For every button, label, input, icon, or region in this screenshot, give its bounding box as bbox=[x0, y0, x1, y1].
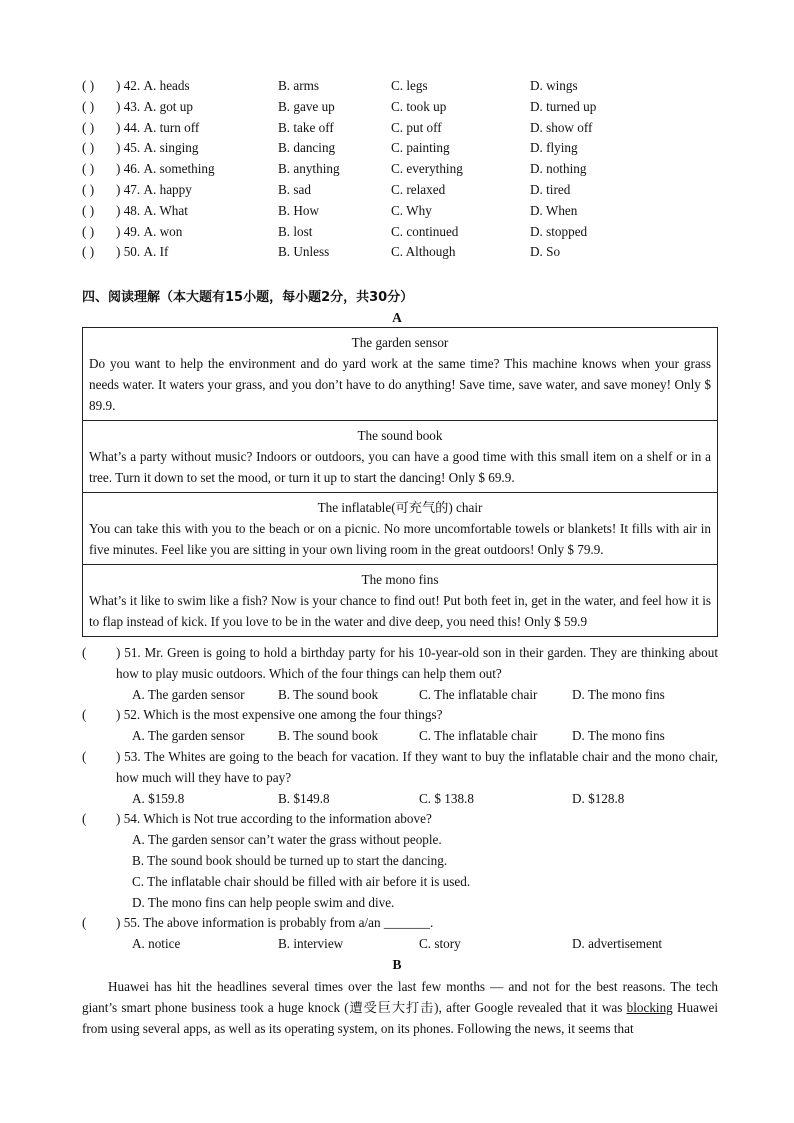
cloze-option-b: B. lost bbox=[278, 223, 313, 239]
cloze-options bbox=[82, 76, 722, 263]
option-b[interactable]: B. $149.8 bbox=[278, 790, 330, 806]
option-a[interactable]: A. The garden sensor bbox=[132, 728, 245, 744]
option-a[interactable]: A. The garden sensor bbox=[132, 686, 245, 702]
cloze-option-a: ) 49. A. won bbox=[116, 223, 183, 239]
cloze-row bbox=[82, 76, 722, 97]
ad-title: The mono fins bbox=[361, 572, 439, 587]
underlined-word: blocking bbox=[626, 1000, 673, 1015]
cloze-option-c: C. continued bbox=[391, 223, 459, 239]
cloze-option-d: D. nothing bbox=[530, 161, 587, 177]
cloze-option-c: C. everything bbox=[391, 161, 463, 177]
question-stem: ) 51. Mr. Green is going to hold a birthday party for his 10-year-old son in their garden. They are thinking about how to play music outdoors. Which of the four things can help them out? bbox=[116, 645, 718, 681]
cloze-option-d: D. stopped bbox=[530, 223, 588, 239]
passage-b-part1: Huawei has hit the headlines several times over the last few months — and not for the best reasons. The tech giant’s smart phone business took a huge knock (遭受巨大打击), after Google revealed that it was bbox=[82, 979, 718, 1015]
answer-paren[interactable]: ( ) bbox=[82, 202, 95, 218]
answer-paren[interactable]: ( ) bbox=[82, 181, 95, 197]
option-a[interactable]: A. notice bbox=[132, 936, 181, 952]
cloze-option-a: ) 44. A. turn off bbox=[116, 119, 200, 135]
question-options bbox=[82, 685, 718, 706]
cloze-option-c: C. legs bbox=[391, 78, 428, 93]
option-c[interactable]: C. The inflatable chair bbox=[419, 686, 538, 702]
cloze-option-d: D. turned up bbox=[530, 98, 597, 114]
section-title: 四、阅读理解（本大题有15小题，每小题2分，共30分） bbox=[82, 290, 414, 305]
answer-paren[interactable]: ( ) bbox=[82, 244, 95, 260]
question-options bbox=[82, 789, 718, 810]
cloze-option-a: ) 46. A. something bbox=[116, 161, 215, 177]
question-54 bbox=[82, 809, 718, 913]
cloze-option-b: B. dancing bbox=[278, 140, 336, 156]
passage-label-a: A bbox=[392, 310, 402, 325]
cloze-option-c: C. relaxed bbox=[391, 181, 446, 197]
answer-paren[interactable]: ( bbox=[82, 748, 107, 764]
cloze-option-d: D. When bbox=[530, 202, 578, 218]
cloze-row bbox=[82, 118, 722, 139]
cloze-row bbox=[82, 97, 722, 118]
cloze-option-b: B. take off bbox=[278, 119, 334, 135]
answer-paren[interactable]: ( bbox=[82, 707, 107, 723]
answer-paren[interactable]: ( ) bbox=[82, 98, 95, 114]
question-stem: ) 55. The above information is probably from a/an _______. bbox=[116, 915, 434, 931]
cloze-option-d: D. wings bbox=[530, 78, 578, 93]
ad-text: What’s it like to swim like a fish? Now is your chance to find out! Put both feet in, get in the water, and feel how it is to flap instead of kick. If you love to be in the water and dive deep, you need this! Only $ 59.9 bbox=[89, 593, 711, 629]
ad-title: The inflatable(可充气的) chair bbox=[317, 500, 483, 515]
option-c[interactable]: C. The inflatable chair should be filled with air before it is used. bbox=[132, 873, 471, 889]
cloze-row bbox=[82, 138, 722, 159]
cloze-option-a: ) 45. A. singing bbox=[116, 140, 199, 156]
cloze-option-c: C. put off bbox=[391, 119, 442, 135]
question-stem: ) 54. Which is Not true according to the information above? bbox=[116, 811, 432, 827]
answer-paren[interactable]: ( bbox=[82, 645, 107, 660]
ad-cell bbox=[83, 328, 717, 421]
answer-paren[interactable]: ( ) bbox=[82, 78, 95, 93]
cloze-option-a: ) 50. A. If bbox=[116, 244, 169, 260]
option-d[interactable]: D. advertisement bbox=[572, 936, 663, 952]
cloze-option-c: C. painting bbox=[391, 140, 450, 156]
ad-text: What’s a party without music? Indoors or outdoors, you can have a good time with this small item on a shelf or in a tree. Turn it down to set the mood, or turn it up to start the dancing! Only $ 69.9. bbox=[89, 449, 711, 485]
answer-paren[interactable]: ( ) bbox=[82, 223, 95, 239]
cloze-option-d: D. flying bbox=[530, 140, 578, 156]
ads-table bbox=[82, 327, 718, 637]
cloze-row bbox=[82, 159, 722, 180]
cloze-option-c: C. Why bbox=[391, 202, 432, 218]
cloze-row bbox=[82, 180, 722, 201]
option-c[interactable]: C. The inflatable chair bbox=[419, 728, 538, 744]
option-d[interactable]: D. The mono fins can help people swim and dive. bbox=[132, 894, 395, 910]
answer-paren[interactable]: ( ) bbox=[82, 119, 95, 135]
ad-title: The garden sensor bbox=[351, 335, 449, 350]
reading-questions bbox=[82, 643, 718, 955]
option-b[interactable]: B. interview bbox=[278, 936, 344, 952]
option-d[interactable]: D. $128.8 bbox=[572, 790, 625, 806]
ad-text: You can take this with you to the beach or on a picnic. No more uncomfortable towels or blankets! It fills with air in five minutes. Feel like you are sitting in your own living room in the great outdoors! Only $ 79.9. bbox=[89, 521, 711, 557]
ad-text: Do you want to help the environment and do yard work at the same time? This machine knows when your grass needs water. It waters your grass, and you don’t have to do anything! Save time, save water, and save money! Only $ 89.9. bbox=[89, 356, 711, 413]
option-a[interactable]: A. The garden sensor can’t water the grass without people. bbox=[132, 832, 442, 848]
option-d[interactable]: D. The mono fins bbox=[572, 728, 665, 744]
answer-paren[interactable]: ( ) bbox=[82, 161, 95, 177]
cloze-option-d: D. So bbox=[530, 244, 561, 260]
question-52 bbox=[82, 705, 718, 747]
option-c[interactable]: C. $ 138.8 bbox=[419, 790, 474, 806]
option-b[interactable]: B. The sound book bbox=[278, 686, 379, 702]
cloze-option-b: B. gave up bbox=[278, 98, 335, 114]
option-b[interactable]: B. The sound book should be turned up to start the dancing. bbox=[132, 852, 448, 868]
ad-title: The sound book bbox=[357, 428, 443, 443]
option-a[interactable]: A. $159.8 bbox=[132, 790, 185, 806]
answer-paren[interactable]: ( bbox=[82, 915, 107, 931]
passage-b-part2: Huawei from using several apps, as well as its operating system, on its phones. Following the news, it seems that bbox=[82, 1000, 718, 1036]
cloze-option-b: B. anything bbox=[278, 161, 340, 177]
ad-cell bbox=[83, 421, 717, 493]
cloze-option-a: ) 48. A. What bbox=[116, 202, 188, 218]
option-c[interactable]: C. story bbox=[419, 936, 461, 952]
passage-b-text bbox=[82, 976, 718, 1039]
cloze-option-c: C. took up bbox=[391, 98, 447, 114]
answer-paren[interactable]: ( ) bbox=[82, 140, 95, 156]
question-stem: ) 52. Which is the most expensive one among the four things? bbox=[116, 707, 443, 723]
cloze-option-b: B. How bbox=[278, 202, 320, 218]
cloze-option-c: C. Although bbox=[391, 244, 456, 260]
question-51 bbox=[82, 643, 718, 705]
question-options bbox=[82, 726, 718, 747]
option-b[interactable]: B. The sound book bbox=[278, 728, 379, 744]
ad-cell bbox=[83, 493, 717, 565]
cloze-option-b: B. Unless bbox=[278, 244, 330, 260]
cloze-option-d: D. tired bbox=[530, 181, 571, 197]
cloze-option-a: ) 47. A. happy bbox=[116, 181, 192, 197]
cloze-option-a: ) 42. A. heads bbox=[116, 78, 190, 93]
option-d[interactable]: D. The mono fins bbox=[572, 686, 665, 702]
cloze-option-b: B. arms bbox=[278, 78, 320, 93]
cloze-option-a: ) 43. A. got up bbox=[116, 98, 193, 114]
ad-cell bbox=[83, 565, 717, 636]
cloze-row bbox=[82, 242, 722, 263]
question-55 bbox=[82, 913, 718, 955]
question-stem: ) 53. The Whites are going to the beach for vacation. If they want to buy the inflatable chair and the mono chair, how much will they have to pay? bbox=[116, 748, 718, 785]
answer-paren[interactable]: ( bbox=[82, 811, 107, 827]
question-53 bbox=[82, 747, 718, 809]
cloze-option-b: B. sad bbox=[278, 181, 311, 197]
question-options bbox=[82, 934, 718, 955]
cloze-row bbox=[82, 222, 722, 243]
passage-label-b: B bbox=[392, 957, 402, 972]
cloze-option-d: D. show off bbox=[530, 119, 593, 135]
cloze-row bbox=[82, 201, 722, 222]
